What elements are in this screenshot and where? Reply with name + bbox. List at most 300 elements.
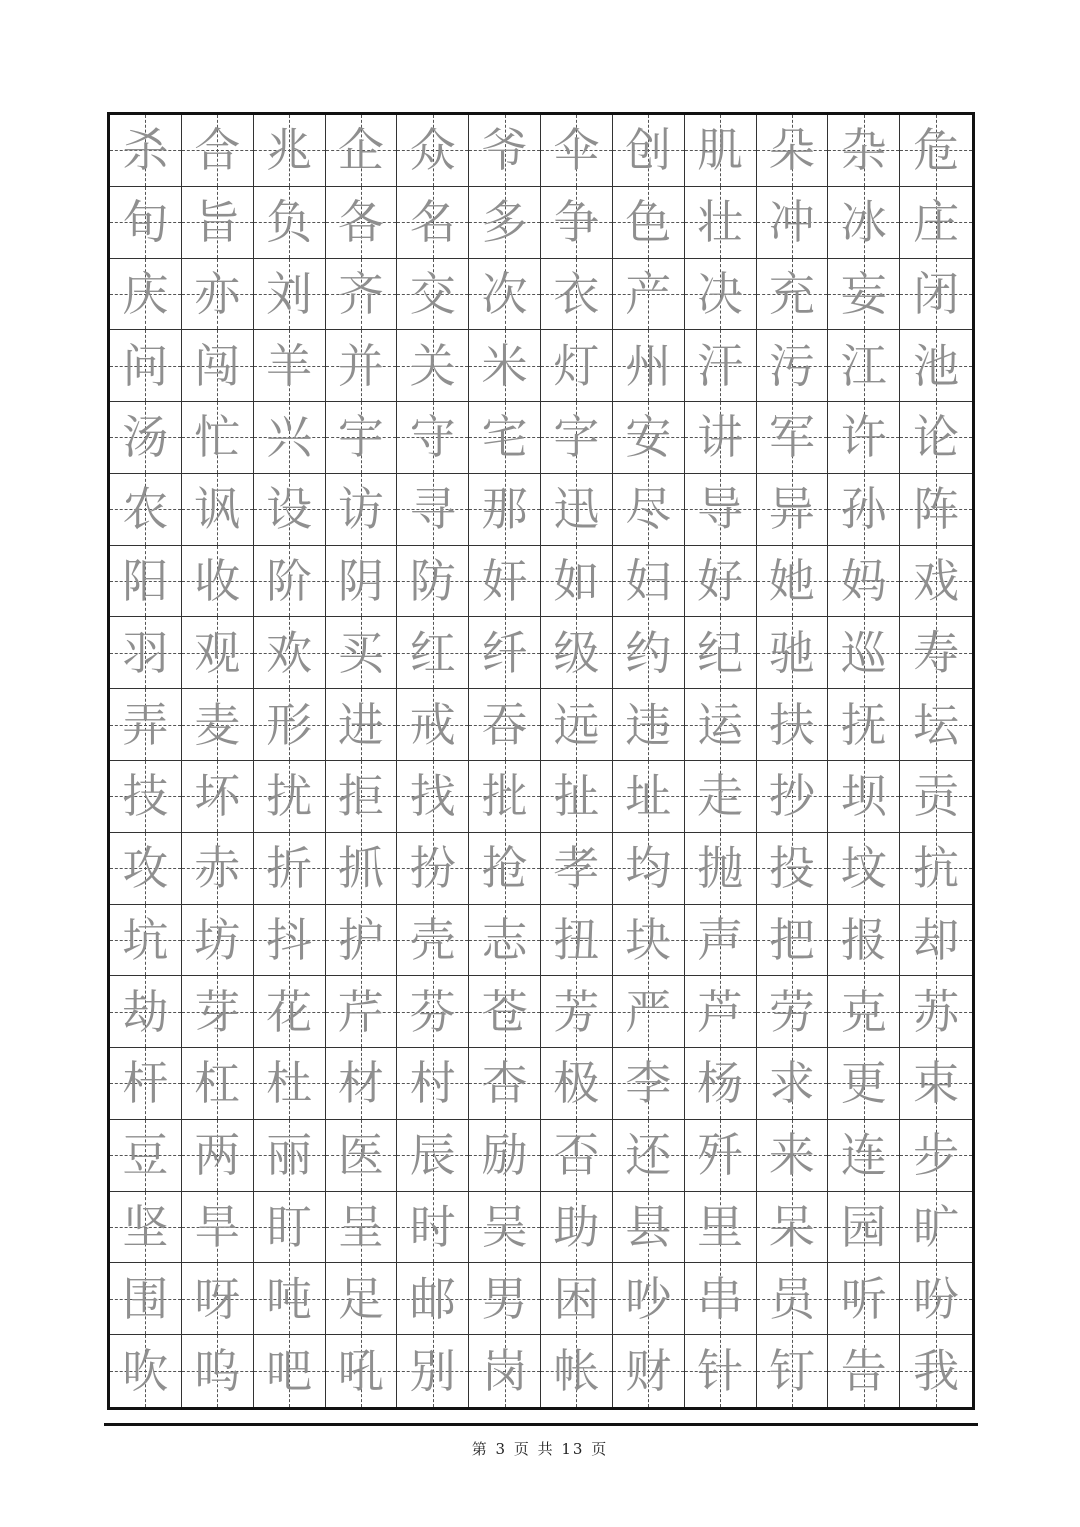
practice-character: 还 [625,1128,672,1183]
practice-character: 远 [553,697,600,752]
practice-character: 次 [481,266,528,321]
practice-character: 吹 [122,1344,169,1399]
grid-cell [254,330,326,402]
grid-cell [613,115,685,187]
practice-character: 旬 [122,195,169,250]
grid-cell [182,1120,254,1192]
practice-character: 妈 [840,554,887,609]
grid-cell [397,1335,469,1407]
grid-cell [613,546,685,618]
practice-character: 围 [122,1271,169,1326]
grid-cell [182,474,254,546]
practice-character: 旷 [913,1200,960,1255]
grid-cell [757,761,829,833]
grid-cell [613,402,685,474]
practice-character: 阶 [266,554,313,609]
grid-cell [757,259,829,331]
practice-character: 灯 [553,338,600,393]
practice-character: 员 [768,1271,815,1326]
practice-character: 扮 [409,841,456,896]
practice-character: 吵 [625,1271,672,1326]
grid-cell [757,689,829,761]
practice-character: 违 [625,697,672,752]
grid-cell [613,187,685,259]
grid-cell [541,546,613,618]
practice-character: 阳 [122,554,169,609]
grid-cell [254,1335,326,1407]
practice-character: 呈 [337,1200,384,1255]
grid-cell [397,689,469,761]
page-footer: 第 3 页 共 13 页 [471,1440,609,1458]
practice-character: 孝 [553,841,600,896]
practice-character: 劳 [768,984,815,1039]
grid-cell [757,1263,829,1335]
grid-cell [541,402,613,474]
practice-character: 严 [625,984,672,1039]
grid-cell [685,1263,757,1335]
grid-cell [900,259,972,331]
practice-character: 扶 [768,697,815,752]
practice-character: 负 [266,195,313,250]
practice-character: 均 [625,841,672,896]
grid-cell [685,546,757,618]
practice-character: 坝 [840,769,887,824]
grid-cell [613,330,685,402]
grid-cell [110,115,182,187]
practice-character: 赤 [194,841,241,896]
grid-cell [326,546,398,618]
practice-character: 杜 [266,1056,313,1111]
grid-cell [326,330,398,402]
grid-cell [110,330,182,402]
practice-character: 两 [194,1128,241,1183]
practice-character: 我 [913,1344,960,1399]
practice-character: 刘 [266,266,313,321]
practice-character: 走 [697,769,744,824]
grid-cell [685,689,757,761]
grid-cell [900,905,972,977]
grid-cell [182,115,254,187]
practice-character: 冰 [840,195,887,250]
grid-cell [613,259,685,331]
grid-cell [182,259,254,331]
grid-cell [613,833,685,905]
practice-character: 医 [337,1128,384,1183]
practice-character: 报 [840,912,887,967]
grid-cell [326,905,398,977]
grid-cell [541,833,613,905]
practice-character: 买 [337,625,384,680]
practice-character: 杀 [122,123,169,178]
practice-character: 庄 [913,195,960,250]
grid-cell [254,1263,326,1335]
grid-cell [397,1192,469,1264]
practice-character: 针 [697,1344,744,1399]
grid-cell [182,689,254,761]
practice-character: 巡 [840,625,887,680]
grid-cell [469,761,541,833]
grid-cell [326,1048,398,1120]
grid-cell [900,689,972,761]
practice-character: 技 [122,769,169,824]
practice-character: 争 [553,195,600,250]
grid-cell [900,1120,972,1192]
grid-cell [469,617,541,689]
practice-character: 抄 [768,769,815,824]
grid-cell [469,330,541,402]
grid-cell [685,1192,757,1264]
grid-cell [828,330,900,402]
grid-cell [541,259,613,331]
practice-character: 闯 [194,338,241,393]
grid-cell [828,115,900,187]
grid-cell [326,115,398,187]
grid-cell [110,1192,182,1264]
practice-character: 讲 [697,410,744,465]
practice-character: 合 [194,123,241,178]
practice-character: 困 [553,1271,600,1326]
grid-cell [254,617,326,689]
grid-cell [541,617,613,689]
practice-character: 纪 [697,625,744,680]
practice-character: 爷 [481,123,528,178]
grid-cell [757,1048,829,1120]
grid-cell [828,259,900,331]
practice-character: 找 [409,769,456,824]
practice-character: 那 [481,482,528,537]
practice-character: 钉 [768,1344,815,1399]
grid-cell [326,1263,398,1335]
practice-character: 极 [553,1056,600,1111]
grid-cell [254,115,326,187]
grid-cell [397,1048,469,1120]
practice-character: 好 [697,554,744,609]
grid-cell [110,1048,182,1120]
grid-cell [182,1335,254,1407]
practice-character: 芽 [194,984,241,1039]
grid-cell [326,1335,398,1407]
practice-character: 抛 [697,841,744,896]
practice-character: 纤 [481,625,528,680]
practice-character: 杠 [194,1056,241,1111]
grid-cell [110,259,182,331]
practice-character: 弄 [122,697,169,752]
practice-character: 创 [625,123,672,178]
practice-character: 扰 [266,769,313,824]
grid-cell [254,402,326,474]
grid-cell [757,402,829,474]
practice-character: 护 [337,912,384,967]
grid-cell [828,1263,900,1335]
practice-character: 辰 [409,1128,456,1183]
practice-character: 否 [553,1128,600,1183]
grid-cell [900,761,972,833]
practice-character: 交 [409,266,456,321]
grid-cell [828,617,900,689]
practice-character: 串 [697,1271,744,1326]
practice-character: 坏 [194,769,241,824]
grid-cell [469,833,541,905]
practice-character: 色 [625,195,672,250]
grid-cell [541,905,613,977]
practice-character: 欢 [266,625,313,680]
grid-cell [326,474,398,546]
grid-cell [254,1120,326,1192]
practice-character: 拒 [337,769,384,824]
practice-character: 抖 [266,912,313,967]
practice-character: 字 [553,410,600,465]
grid-cell [254,1048,326,1120]
practice-character: 坑 [122,912,169,967]
practice-character: 步 [913,1128,960,1183]
grid-cell [900,402,972,474]
grid-cell [613,1048,685,1120]
grid-cell [469,1335,541,1407]
grid-cell [182,1048,254,1120]
practice-character: 园 [840,1200,887,1255]
grid-cell [182,976,254,1048]
practice-character: 关 [409,338,456,393]
grid-cell [828,905,900,977]
grid-cell [541,1192,613,1264]
grid-cell [685,1048,757,1120]
grid-cell [685,976,757,1048]
grid-cell [182,833,254,905]
practice-character: 呀 [194,1271,241,1326]
grid-cell [685,187,757,259]
grid-cell [757,1335,829,1407]
grid-cell [828,1048,900,1120]
grid-cell [110,689,182,761]
practice-character: 时 [409,1200,456,1255]
practice-character: 苍 [481,984,528,1039]
practice-character: 克 [840,984,887,1039]
practice-character: 衣 [553,266,600,321]
practice-character: 防 [409,554,456,609]
practice-character: 告 [840,1344,887,1399]
practice-character: 旨 [194,195,241,250]
practice-character: 导 [697,482,744,537]
practice-character: 妇 [625,554,672,609]
practice-character: 来 [768,1128,815,1183]
practice-character: 访 [337,482,384,537]
practice-character: 苏 [913,984,960,1039]
practice-character: 财 [625,1344,672,1399]
grid-cell [541,330,613,402]
grid-cell [757,1120,829,1192]
practice-character: 决 [697,266,744,321]
grid-cell [397,1263,469,1335]
grid-cell [110,546,182,618]
practice-character: 闭 [913,266,960,321]
practice-character: 足 [337,1271,384,1326]
grid-cell [613,1335,685,1407]
practice-character: 更 [840,1056,887,1111]
practice-character: 朵 [768,123,815,178]
grid-cell [326,617,398,689]
grid-cell [900,976,972,1048]
practice-character: 豆 [122,1128,169,1183]
practice-character: 污 [768,338,815,393]
practice-character: 听 [840,1271,887,1326]
practice-character: 池 [913,338,960,393]
practice-character: 求 [768,1056,815,1111]
practice-character: 设 [266,482,313,537]
grid-cell [326,187,398,259]
practice-character: 花 [266,984,313,1039]
grid-cell [326,689,398,761]
grid-cell [182,330,254,402]
practice-character: 戏 [913,554,960,609]
bottom-rule [104,1423,978,1426]
practice-character: 励 [481,1128,528,1183]
grid-cell [397,833,469,905]
grid-cell [182,402,254,474]
practice-character: 汗 [697,338,744,393]
grid-cell [613,976,685,1048]
practice-character: 农 [122,482,169,537]
grid-cell [469,546,541,618]
practice-character: 抗 [913,841,960,896]
practice-character: 吩 [913,1271,960,1326]
grid-cell [685,402,757,474]
grid-cell [900,1192,972,1264]
practice-character: 束 [913,1056,960,1111]
grid-cell [757,976,829,1048]
grid-cell [541,976,613,1048]
grid-cell [182,1263,254,1335]
grid-cell [541,1263,613,1335]
grid-cell [900,546,972,618]
practice-character: 戒 [409,697,456,752]
grid-cell [828,402,900,474]
grid-cell [397,546,469,618]
practice-character: 伞 [553,123,600,178]
grid-cell [397,187,469,259]
grid-cell [613,1192,685,1264]
practice-character: 吞 [481,697,528,752]
grid-cell [254,976,326,1048]
grid-cell [541,187,613,259]
grid-cell [254,546,326,618]
practice-character: 投 [768,841,815,896]
practice-character: 驰 [768,625,815,680]
grid-cell [469,976,541,1048]
practice-character: 杏 [481,1056,528,1111]
practice-character: 抚 [840,697,887,752]
grid-cell [757,187,829,259]
practice-character: 麦 [194,697,241,752]
grid-cell [254,761,326,833]
practice-character: 劫 [122,984,169,1039]
grid-cell [110,905,182,977]
practice-character: 坊 [194,912,241,967]
grid-cell [613,905,685,977]
practice-character: 抢 [481,841,528,896]
grid-cell [254,833,326,905]
grid-cell [110,1335,182,1407]
grid-cell [900,1263,972,1335]
grid-cell [182,1192,254,1264]
practice-character: 阵 [913,482,960,537]
practice-character: 呆 [768,1200,815,1255]
grid-cell [397,617,469,689]
grid-cell [182,905,254,977]
practice-character: 声 [697,912,744,967]
practice-character: 呜 [194,1344,241,1399]
practice-character: 米 [481,338,528,393]
grid-cell [469,115,541,187]
practice-character: 讽 [194,482,241,537]
practice-character: 守 [409,410,456,465]
grid-cell [613,474,685,546]
practice-character: 危 [913,123,960,178]
grid-cell [828,689,900,761]
grid-cell [110,976,182,1048]
practice-character: 宇 [337,410,384,465]
practice-character: 运 [697,697,744,752]
grid-cell [469,474,541,546]
grid-cell [541,1048,613,1120]
practice-character: 抓 [337,841,384,896]
grid-cell [685,1120,757,1192]
grid-cell [110,617,182,689]
grid-cell [541,761,613,833]
practice-character: 块 [625,912,672,967]
grid-cell [541,115,613,187]
grid-cell [900,115,972,187]
grid-cell [182,617,254,689]
practice-character: 企 [337,123,384,178]
grid-cell [757,546,829,618]
practice-character: 观 [194,625,241,680]
grid-cell [254,259,326,331]
grid-cell [326,833,398,905]
grid-cell [110,187,182,259]
practice-character: 奸 [481,554,528,609]
practice-character: 帐 [553,1344,600,1399]
practice-character: 坚 [122,1200,169,1255]
practice-character: 旱 [194,1200,241,1255]
practice-character: 壳 [409,912,456,967]
grid-cell [900,833,972,905]
grid-cell [685,115,757,187]
practice-character: 众 [409,123,456,178]
grid-cell [110,402,182,474]
practice-character: 江 [840,338,887,393]
practice-character: 州 [625,338,672,393]
grid-cell [182,761,254,833]
practice-character: 丽 [266,1128,313,1183]
practice-character: 芳 [553,984,600,1039]
grid-cell [469,1192,541,1264]
grid-cell [613,761,685,833]
practice-character: 杂 [840,123,887,178]
practice-character: 坛 [913,697,960,752]
grid-cell [397,474,469,546]
grid-cell [326,976,398,1048]
practice-character: 她 [768,554,815,609]
grid-cell [326,402,398,474]
grid-cell [254,905,326,977]
grid-cell [828,1120,900,1192]
practice-character: 忙 [194,410,241,465]
practice-character: 村 [409,1056,456,1111]
practice-character: 宅 [481,410,528,465]
grid-cell [397,976,469,1048]
grid-cell [110,474,182,546]
practice-character: 折 [266,841,313,896]
